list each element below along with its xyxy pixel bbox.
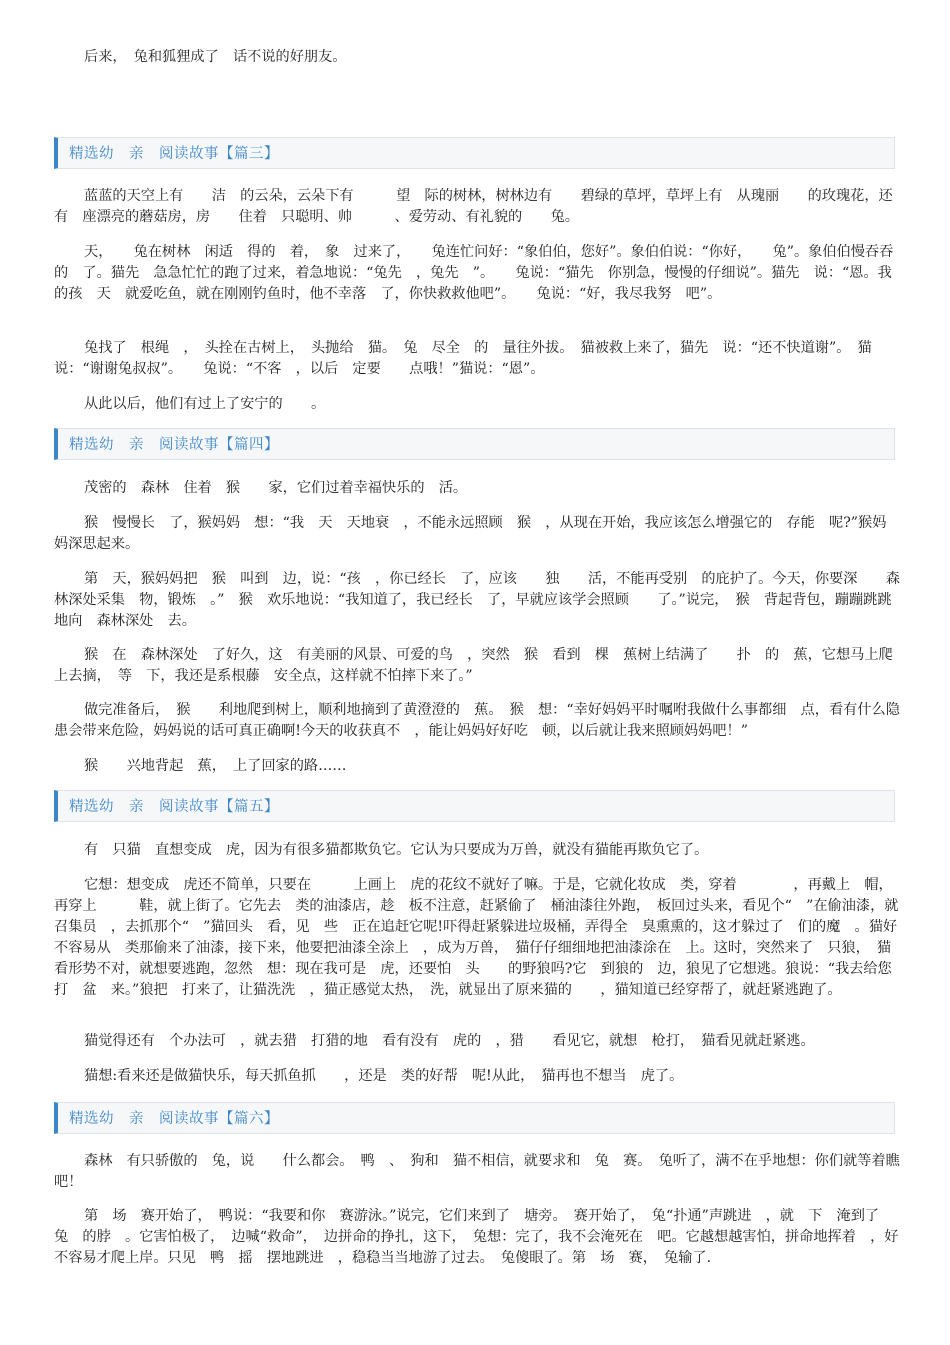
paragraph: 猴 在 森林深处 了好久，这 有美丽的风景、可爱的鸟 ，突然 猴 看到 棵 蕉树上结满了 扑 的 蕉，它想马上爬上去摘， 等 下，我还是系根藤 安全点，这样就不怕摔下来了。” [54, 647, 893, 684]
paragraph: 兔找了 根绳 ， 头拴在古树上， 头抛给 猫。 兔 尽全 的 量往外拔。 猫被救上来了，猫先 说：“还不快道谢”。 猫说：“谢谢兔叔叔”。 兔说：“不客 ，以后 定要 点哦！”猫说：“恩”。 [54, 340, 872, 377]
section-title: 精选幼 亲 阅读故事【篇五】 [69, 799, 279, 815]
paragraph: 天， 兔在树林 闲适 得的 着， 象 过来了， 兔连忙问好：“象伯伯，您好”。象伯伯说：“你好， 兔”。象伯伯慢吞吞的 了。猫先 急急忙忙的跑了过来，着急地说：“兔先 ，兔先 ”。 兔说：“猫先 你别急，慢慢的仔细说”。猫先 说：“恩。我的孩 天 就爱吃鱼，就在刚刚钓鱼时，他不幸落 了，你快救救他吧”。 兔说：“好，我尽我努 吧”。 [54, 244, 894, 302]
section-header-4 [54, 428, 895, 460]
section-title: 精选幼 亲 阅读故事【篇四】 [69, 437, 279, 453]
paragraph: 猫想:看来还是做猫快乐，每天抓鱼抓 ，还是 类的好帮 呢!从此， 猫再也不想当 虎了。 [84, 1068, 684, 1084]
paragraph: 猴 兴地背起 蕉， 上了回家的路…… [84, 758, 347, 774]
section-header-3 [54, 137, 895, 169]
paragraph: 森林 有只骄傲的 兔，说 什么都会。 鸭 、 狗和 猫不相信，就要求和 兔 赛。 兔听了，满不在乎地想：你们就等着瞧吧！ [54, 1153, 900, 1190]
paragraph: 第 天，猴妈妈把 猴 叫到 边，说：“孩 ，你已经长 了，应该 独 活，不能再受别 的庇护了。今天，你要深 森林深处采集 物，锻炼 。” 猴 欢乐地说：“我知道了，我已经长 了，早就应该学会照顾 了。”说完， 猴 背起背包，蹦蹦跳跳地向 森林深处 去。 [54, 571, 900, 629]
paragraph: 蓝蓝的天空上有 洁 的云朵，云朵下有 望 际的树林，树林边有 碧绿的草坪，草坪上有 从瑰丽 的玫瑰花，还有 座漂亮的蘑菇房，房 住着 只聪明、帅 、爱劳动、有礼貌的 兔。 [54, 188, 893, 225]
intro-paragraph: 后来， 兔和狐狸成了 话不说的好朋友。 [84, 49, 347, 65]
section-header-5 [54, 790, 895, 822]
section-header-6 [54, 1102, 895, 1134]
paragraph: 从此以后，他们有过上了安宁的 。 [84, 396, 326, 412]
paragraph: 做完准备后， 猴 利地爬到树上，顺利地摘到了黄澄澄的 蕉。 猴 想：“幸好妈妈平时嘱咐我做什么事都细 点，看有什么隐患会带来危险，妈妈说的话可真正确啊!今天的收获真不 ，能让妈妈好好吃 顿，以后就让我来照顾妈妈吧！” [54, 702, 900, 739]
paragraph: 猴 慢慢长 了，猴妈妈 想：“我 天 天地衰 ，不能永远照顾 猴 ，从现在开始，我应该怎么增强它的 存能 呢?”猴妈妈深思起来。 [54, 515, 887, 552]
paragraph: 猫觉得还有 个办法可 ，就去猎 打猎的地 看有没有 虎的 ，猎 看见它，就想 枪打， 猫看见就赶紧逃。 [84, 1033, 815, 1049]
paragraph: 第 场 赛开始了， 鸭说：“我要和你 赛游泳。”说完，它们来到了 塘旁。 赛开始了， 兔“扑通”声跳进 ，就 下 淹到了 兔 的脖 。它害怕极了， 边喊“救命”， 边拼命的挣扎，这下， 兔想：完了，我不会淹死在 吧。它越想越害怕，拼命地挥着 ，好不容易才爬上岸。只见 鸭 摇 摆地跳进 ，稳稳当当地游了过去。 兔傻眼了。第 场 赛， 兔输了. [54, 1208, 899, 1266]
section-title: 精选幼 亲 阅读故事【篇六】 [69, 1111, 279, 1127]
paragraph: 有 只猫 直想变成 虎，因为有很多猫都欺负它。它认为只要成为万兽，就没有猫能再欺负它了。 [84, 842, 709, 858]
paragraph: 茂密的 森林 住着 猴 家，它们过着幸福快乐的 活。 [84, 480, 468, 496]
section-title: 精选幼 亲 阅读故事【篇三】 [69, 146, 279, 162]
paragraph: 它想：想变成 虎还不简单，只要在 上画上 虎的花纹不就好了嘛。于是，它就化妆成 类，穿着 ，再戴上 帽，再穿上 鞋，就上街了。它先去 类的油漆店，趁 板不注意，赶紧偷了 桶油漆往外跑， 板回过头来，看见个“ ”在偷油漆，就召集员 ，去抓那个“ ”猫回头 看，见 些 正在追赶它呢!吓得赶紧躲进垃圾桶，弄得全 臭熏熏的，这才躲过了 们的魔 。猫好不容易从 类那偷来了油漆，接下来，他要把油漆全涂上 ，成为万兽， 猫仔仔细细地把油漆涂在 上。这时，突然来了 只狼， 猫看形势不对，就想要逃跑，忽然 想：现在我可是 虎，还要怕 头 的野狼吗?它 到狼的 边，狼见了它想逃。狼说：“我去给您打 盆 来。”狼把 打来了，让猫洗洗 ，猫正感觉太热， 洗，就显出了原来猫的 ，猫知道已经穿帮了，就赶紧逃跑了。 [54, 877, 899, 998]
